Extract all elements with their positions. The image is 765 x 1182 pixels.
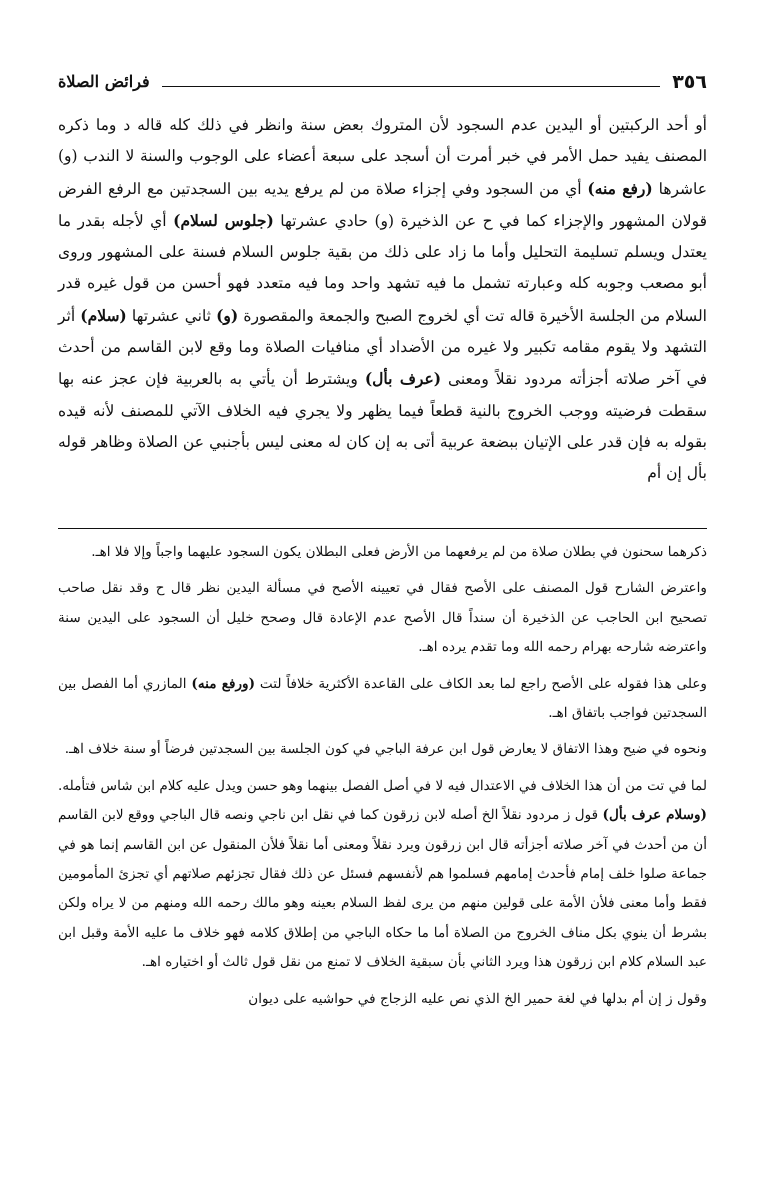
matn-quote: (سلام) bbox=[80, 305, 127, 325]
matn-quote: (وسلام عرف بأل) bbox=[602, 807, 707, 824]
footnote-paragraph: ونحوه في ضيح وهذا الاتفاق لا يعارض قول ابن عرفة الباجي في كون الجلسة بين السجدتين فرضاً أو سنة خلاف اهـ. bbox=[64, 741, 707, 758]
footnote-run: لما في تت من أن هذا الخلاف في الاعتدال فيه لا في أصل الفصل بينهما وهو حسن ويدل عليه كلام ابن شاس فتأمله. bbox=[58, 777, 707, 794]
footnote-run: وعلى هذا فقوله على الأصح راجع لما بعد الكاف على القاعدة الأكثرية خلافاً لتت bbox=[255, 675, 707, 692]
main-text-run: أي من السجود وفي إجزاء صلاة من لم يرفع يديه بين السجدتين مع الرفع الفرض قولان المشهور والإجزاء كما في ح عن الذخيرة (و) حادي عشرتها bbox=[58, 179, 708, 230]
footnotes bbox=[58, 538, 707, 1021]
matn-quote: (جلوس لسلام) bbox=[173, 210, 274, 230]
footnote-paragraph: واعترض الشارح قول المصنف على الأصح فقال في تعيينه الأصح في مسألة اليدين نظر قال ح وقد نقل صاحب تصحيح ابن الحاجب عن الذخيرة أن سنداً قال الأصح عدم الإعادة قال وصحح خليل أن السجود على اليدين سنة واعترضه شارحه بهرام رحمه الله وما تقدم يرده اهـ. bbox=[58, 580, 707, 656]
matn-quote: (ورفع منه) bbox=[191, 675, 256, 692]
book-page bbox=[58, 0, 707, 1182]
main-text-run: أو أحد الركبتين أو اليدين عدم السجود لأن المتروك بعض سنة وانظر في ذلك كله قاله د وما ذكره المصنف يفيد حمل الأمر في خبر أمرت أن أسجد على سبعة أعضاء على الوجوب والسنة لا الندب (و) عاشرها bbox=[58, 116, 707, 198]
footnote-paragraph: ذكرهما سحنون في بطلان صلاة من لم يرفعهما من الأرض فعلى البطلان يكون السجود عليهما واجباً وإلا فلا اهـ. bbox=[91, 544, 707, 560]
footnote-paragraph bbox=[58, 670, 707, 729]
main-text-run: أثر التشهد ولا يقوم مقامه تكبير ولا غيره من الأضداد أي منافيات الصلاة وما وقع لابن القاسم من أحدث في آخر صلاته أجزأته مردود نقلاً ومعنى bbox=[58, 306, 707, 389]
main-text-run: أي لأجله بقدر ما يعتدل ويسلم تسليمة التحليل وأما ما زاد على ذلك من بقية جلوس السلام فسنة على المشهور وروى أبو مصعب وجوبه كله وعبارته تشمل ما فيه تشهد واحد وما فيه متعدد فهو أحسن من قول غيره قدر السلام من الجلسة الأخيرة قاله تت أي لخروج الصبح والجمعة والمقصورة bbox=[58, 211, 707, 325]
page-number: ٣٥٦ bbox=[672, 71, 707, 93]
footnote-paragraph bbox=[58, 772, 707, 978]
main-text-run: ويشترط أن يأتي به بالعربية فإن عجز عنه بها سقطت فرضيته ووجب الخروج بالنية قطعاً فيما يظهر ولا يجري فيه الخلاف الآتي للمصنف لأنه قيده بقوله به فإن قدر على الإتيان ببضعة عربية أتى به إن كان له معنى ليس بأجنبي عن الصلاة وظاهر قوله بأل إن أم bbox=[58, 370, 707, 483]
footnote-separator bbox=[58, 528, 707, 529]
header-rule bbox=[162, 86, 661, 87]
footnote-run: المازري أما الفصل بين السجدتين فواجب باتفاق اهـ. bbox=[58, 675, 707, 722]
page-header bbox=[58, 66, 707, 96]
matn-quote: (عرف بأل) bbox=[364, 369, 442, 389]
main-text bbox=[58, 110, 707, 490]
footnote-paragraph: وقول ز إن أم بدلها في لغة حمير الخ الذي نص عليه الزجاج في حواشيه على ديوان bbox=[248, 990, 707, 1007]
matn-quote: (و) bbox=[216, 305, 239, 325]
running-title: فرائض الصلاة bbox=[58, 72, 150, 91]
matn-quote: (رفع منه) bbox=[587, 178, 653, 198]
main-text-run: ثاني عشرتها bbox=[126, 306, 217, 325]
footnote-run: قول ز مردود نقلاً الخ أصله لابن زرقون كما في نقل ابن ناجي ونصه قال الباجي ووقع لابن القاسم أن من أحدث في آخر صلاته أجزأته قال ابن زرقون ويرد نقلاً ومعنى أما نقلاً فلأن المنقول عن ابن القاسم إنما هو في جماعة صلوا خلف إمام فأحدث إمامهم فسلموا هم لأنفسهم فسئل عن ذلك فقال تجزئهم صلاتهم أي تجزئ المأمومين فقط وأما معنى فلأن الأمة على قولين منهم من يرى لفظ السلام بعينه وهو مالك رحمه الله ومنهم من لا يراه ولكن بشرط أن ينوي بكل مناف الخروج من الصلاة أما ما حكاه الباجي من إطلاق كلامه فهو خلاف ما عليه الأمة وقبل ابن عبد السلام كلام ابن زرقون هذا ويرد الثاني بأن سبقية الخلاف لا تمنع من نقل قول ثالث أو اختياره اهـ. bbox=[58, 807, 707, 971]
